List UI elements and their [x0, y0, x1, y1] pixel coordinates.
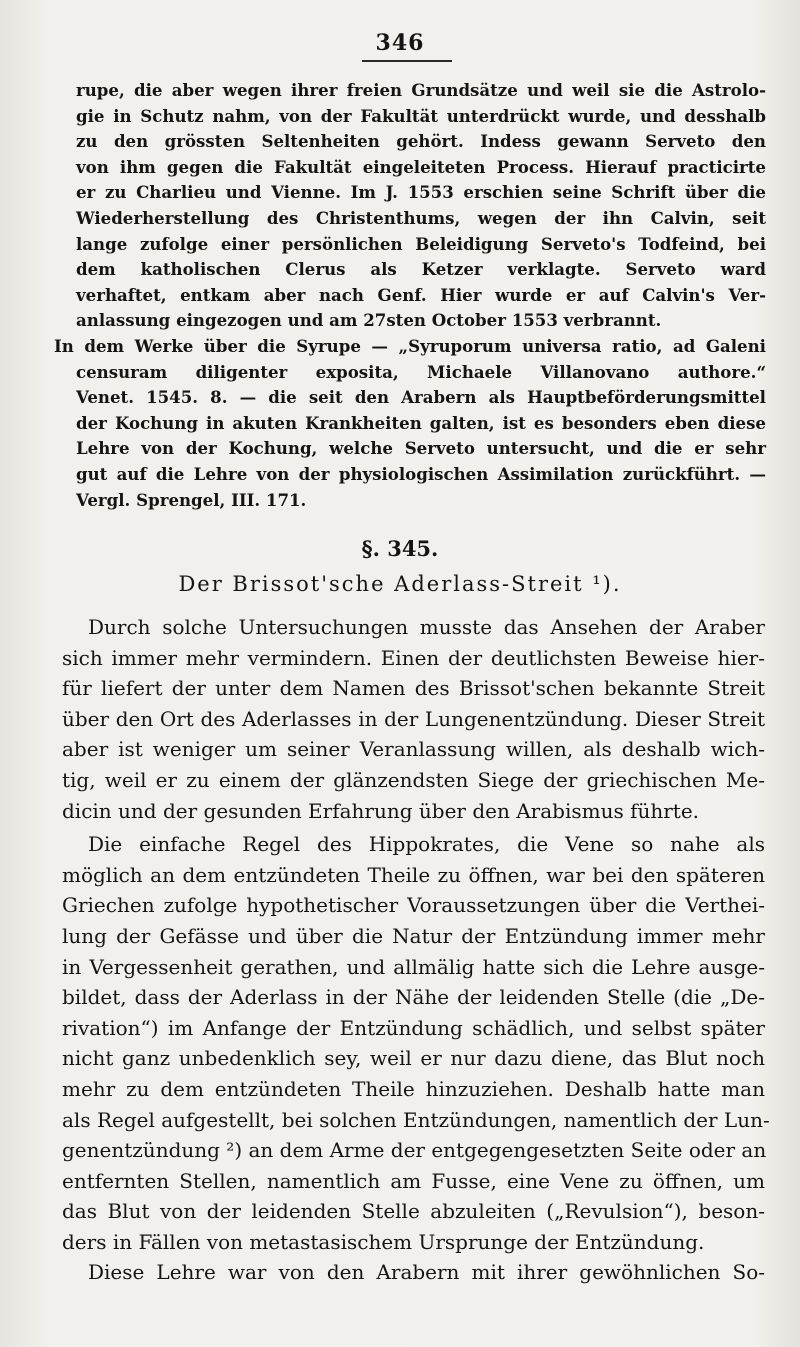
body-line: nicht ganz unbedenklich sey, weil er nur dazu diene, das Blut noch — [62, 1046, 765, 1071]
body-line: dicin und der gesunden Erfahrung über den Arabismus führte. — [62, 798, 700, 823]
page-number: 346 — [375, 30, 425, 56]
body-line: Griechen zufolge hypothetischer Voraussetzungen über die Verthei- — [62, 893, 765, 918]
body-line: lung der Gefässe und über die Natur der Entzündung immer mehr — [62, 923, 765, 948]
footnote-line: der Kochung in akuten Krankheiten galten, ist es besonders eben diese — [76, 412, 766, 433]
footnote-line: gie in Schutz nahm, von der Fakultät unterdrückt wurde, und desshalb — [76, 105, 766, 126]
body-line: Durch solche Untersuchungen musste das Ansehen der Araber — [88, 615, 765, 639]
body-line: Diese Lehre war von den Arabern mit ihrer gewöhnlichen So- — [88, 1260, 765, 1285]
footnote-line: gut auf die Lehre von der physiologischen Assimilation zurückführt. — — [76, 463, 766, 484]
body-line: in Vergessenheit gerathen, und allmälig hatte sich die Lehre ausge- — [62, 954, 765, 979]
footnote-line: In dem Werke über die Syrupe — „Syruporum universa ratio, ad Galeni — [54, 335, 766, 356]
footnote-line: dem katholischen Clerus als Ketzer verklagte. Serveto ward — [76, 259, 766, 280]
body-line: über den Ort des Aderlasses in der Lungenentzündung. Dieser Streit — [62, 706, 765, 731]
footnote-line: zu den grössten Seltenheiten gehört. Indess gewann Serveto den — [76, 131, 766, 152]
footnote-line: verhaftet, entkam aber nach Genf. Hier wurde er auf Calvin's Ver- — [76, 284, 766, 305]
body-line: für liefert der unter dem Namen des Brissot'schen bekannte Streit — [62, 676, 765, 701]
body-line: als Regel aufgestellt, bei solchen Entzündungen, namentlich der Lun- — [62, 1107, 770, 1132]
section-number: §. 345. — [361, 536, 439, 561]
footnote-block — [54, 78, 766, 513]
footnote-line: anlassung eingezogen und am 27sten October 1553 verbrannt. — [76, 310, 662, 331]
footnote-line: Wiederherstellung des Christenthums, wegen der ihn Calvin, seit — [76, 207, 766, 228]
body-line: sich immer mehr vermindern. Einen der deutlichsten Beweise hier- — [62, 645, 765, 670]
footnote-line: von ihm gegen die Fakultät eingeleiteten Process. Hierauf practicirte — [76, 156, 766, 177]
body-line: das Blut von der leidenden Stelle abzuleiten („Revulsion“), beson- — [62, 1199, 765, 1224]
footnote-line: Vergl. Sprengel, III. 171. — [76, 489, 307, 510]
body-line: möglich an dem entzündeten Theile zu öffnen, war bei den späteren — [62, 862, 765, 887]
body-line: aber ist weniger um seiner Veranlassung willen, als deshalb wich- — [62, 737, 765, 762]
body-line: genentzündung ²) an dem Arme der entgegengesetzten Seite oder an — [62, 1138, 767, 1163]
body-text — [62, 612, 770, 1288]
body-line: bildet, dass der Aderlass in der Nähe der leidenden Stelle (die „De- — [62, 985, 765, 1010]
footnote-line: Lehre von der Kochung, welche Serveto untersucht, und die er sehr — [76, 438, 766, 459]
section-title: Der Brissot'sche Aderlass-Streit ¹). — [178, 572, 622, 596]
footnote-line: Venet. 1545. 8. — die seit den Arabern als Hauptbeförderungsmittel — [76, 387, 766, 408]
body-line: rivation“) im Anfange der Entzündung schädlich, und selbst später — [62, 1015, 765, 1040]
body-line: mehr zu dem entzündeten Theile hinzuziehen. Deshalb hatte man — [62, 1076, 765, 1101]
header-rule — [362, 60, 452, 62]
footnote-line: lange zufolge einer persönlichen Beleidigung Serveto's Todfeind, bei — [76, 233, 766, 254]
footnote-line: rupe, die aber wegen ihrer freien Grundsätze und weil sie die Astrolo- — [76, 80, 766, 100]
footnote-line: censuram diligenter exposita, Michaele Villanovano authore.“ — [76, 361, 766, 382]
body-line: tig, weil er zu einem der glänzendsten Siege der griechischen Me- — [62, 767, 765, 792]
footnote-line: er zu Charlieu und Vienne. Im J. 1553 erschien seine Schrift über die — [76, 182, 766, 203]
body-line: ders in Fällen von metastasischem Ursprunge der Entzündung. — [62, 1229, 705, 1254]
body-line: Die einfache Regel des Hippokrates, die Vene so nahe als — [88, 832, 765, 857]
body-line: entfernten Stellen, namentlich am Fusse, eine Vene zu öffnen, um — [62, 1168, 765, 1193]
